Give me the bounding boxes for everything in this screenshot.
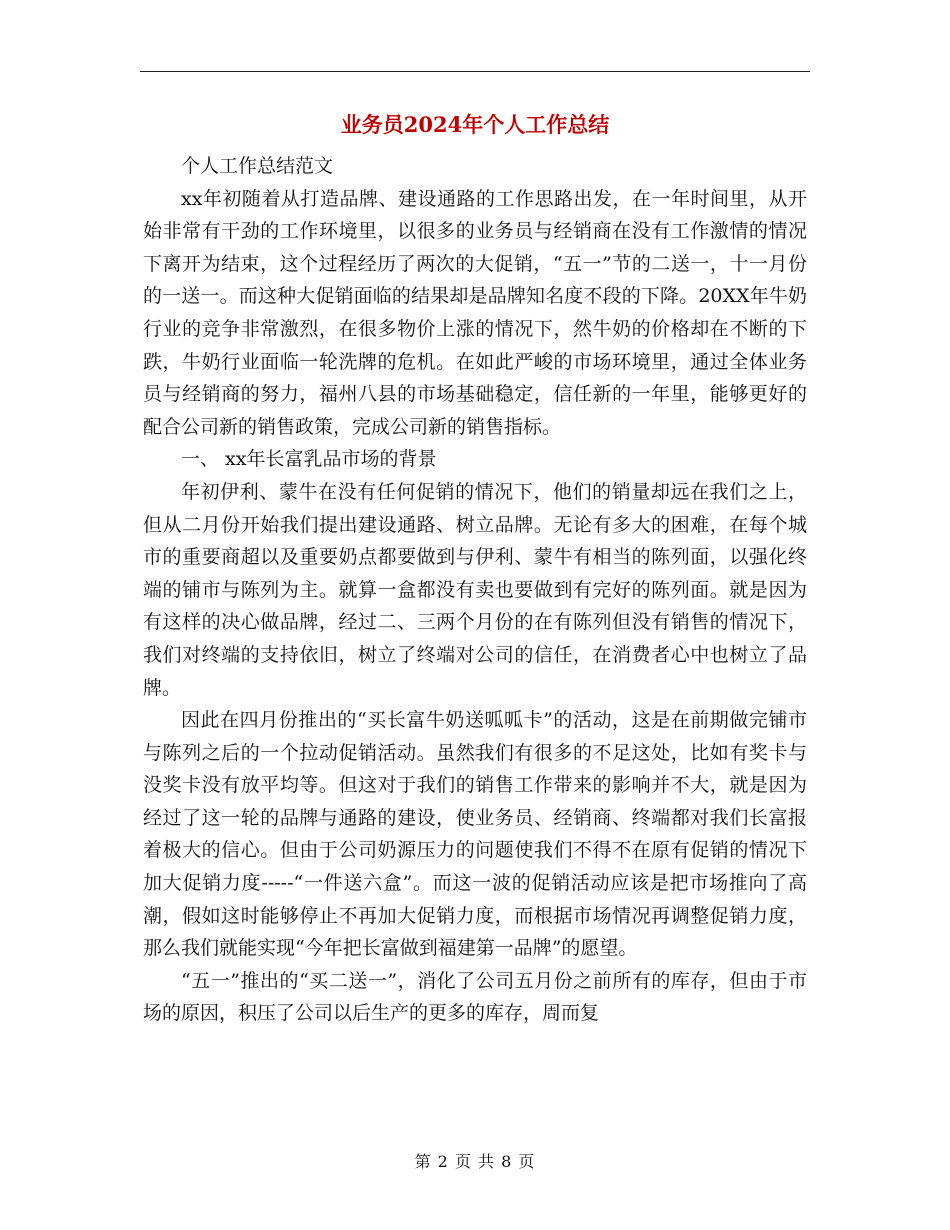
- paragraph: 年初伊利、蒙牛在没有任何促销的情况下，他们的销量却远在我们之上，但从二月份开始我们提出建设通路、树立品牌。无论有多大的困难，在每个城市的重要商超以及重要奶点都要做到与伊利、蒙牛有相当的陈列面，以强化终端的铺市与陈列为主。就算一盒都没有卖也要做到有完好的陈列面。就是因为有这样的决心做品牌，经过二、三两个月份的在有陈列但没有销售的情况下，我们对终端的支持依旧，树立了终端对公司的信任，在消费者心中也树立了品牌。: [143, 480, 807, 699]
- paragraph: 因此在四月份推出的“买长富牛奶送呱呱卡”的活动，这是在前期做完铺市与陈列之后的一个拉动促销活动。虽然我们有很多的不足这处，比如有奖卡与没奖卡没有放平均等。但这对于我们的销售工作带来的影响并不大，就是因为经过了这一轮的品牌与通路的建设，使业务员、经销商、终端都对我们长富报着极大的信心。但由于公司奶源压力的问题使我们不得不在原有促销的情况下加大促销力度-----“一件送六盒”。而这一波的促销活动应该是把市场推向了高潮，假如这时能够停止不再加大促销力度，而根据市场情况再调整促销力度，那么我们就能实现“今年把长富做到福建第一品牌”的愿望。: [143, 709, 807, 960]
- page-footer: 第 2 页 共 8 页: [414, 1152, 536, 1171]
- paragraph: xx年初随着从打造品牌、建设通路的工作思路出发，在一年时间里，从开始非常有干劲的工作环境里，以很多的业务员与经销商在没有工作激情的情况下离开为结束，这个过程经历了两次的大促销，“五一”节的二送一，十一月份的一送一。而这种大促销面临的结果却是品牌知名度不段的下降。20XX年牛奶行业的竞争非常激烈，在很多物价上涨的情况下，然牛奶的价格却在不断的下跌，牛奶行业面临一轮洗牌的危机。在如此严峻的市场环境里，通过全体业务员与经销商的努力，福州八县的市场基础稳定，信任新的一年里，能够更好的配合公司新的销售政策，完成公司新的销售指标。: [143, 187, 807, 438]
- paragraph: “五一”推出的“买二送一”，消化了公司五月份之前所有的库存，但由于市场的原因，积压了公司以后生产的更多的库存，周而复: [143, 969, 807, 1025]
- document-title: 业务员2024年个人工作总结: [340, 112, 610, 137]
- section-heading: 一、 xx年长富乳品市场的背景: [181, 448, 437, 471]
- document-body: [143, 150, 807, 1030]
- header-rule: [140, 71, 810, 72]
- paragraph: 个人工作总结范文: [181, 155, 334, 177]
